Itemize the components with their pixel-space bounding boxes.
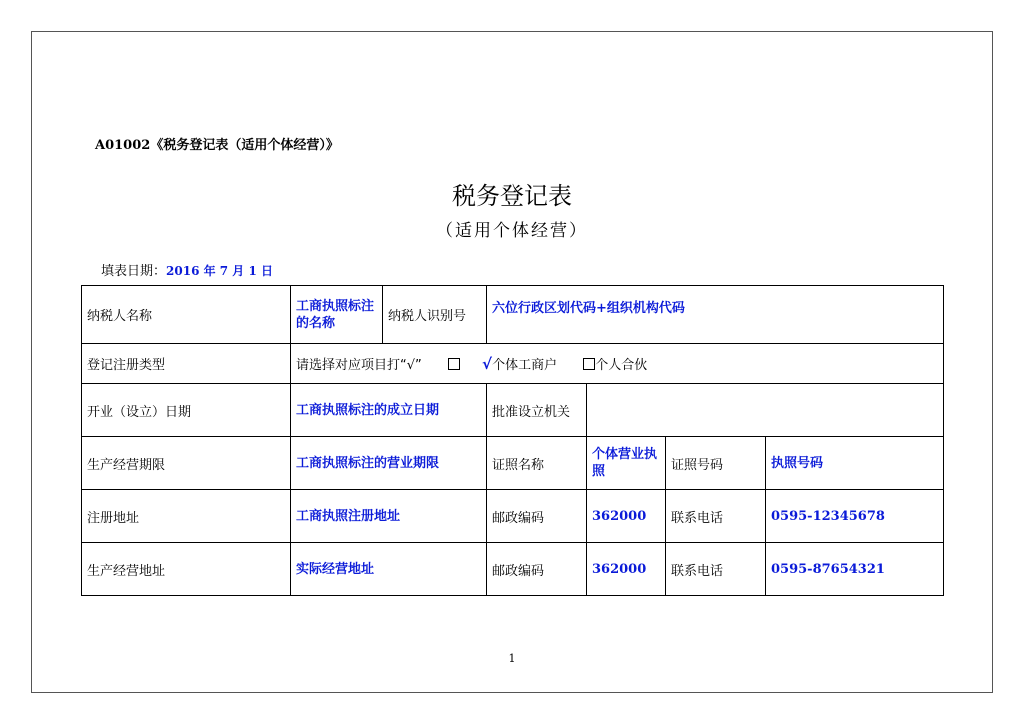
opening-date-label: 开业（设立）日期 bbox=[82, 384, 291, 437]
option-individual-business: 个体工商户 bbox=[492, 358, 558, 373]
taxpayer-name-label: 纳税人名称 bbox=[82, 286, 291, 344]
form-title: 税务登记表 bbox=[452, 182, 572, 210]
approval-authority-label: 批准设立机关 bbox=[487, 384, 587, 437]
postal-code-label: 邮政编码 bbox=[487, 490, 587, 543]
row-business-address bbox=[82, 543, 944, 596]
registration-table bbox=[81, 285, 944, 596]
license-name-value[interactable]: 个体营业执照 bbox=[587, 437, 666, 490]
taxpayer-name-value[interactable]: 工商执照标注的名称 bbox=[291, 286, 383, 344]
taxpayer-id-label: 纳税人识别号 bbox=[383, 286, 487, 344]
row-business-term bbox=[82, 437, 944, 490]
fill-date-value: 2016 年 7 月 1 日 bbox=[166, 264, 274, 278]
checkmark-icon[interactable]: √ bbox=[482, 355, 493, 373]
license-number-value[interactable]: 执照号码 bbox=[766, 437, 944, 490]
row-registered-address bbox=[82, 490, 944, 543]
registered-address-label: 注册地址 bbox=[82, 490, 291, 543]
page-number: 1 bbox=[508, 652, 516, 665]
opening-date-value[interactable]: 工商执照标注的成立日期 bbox=[291, 384, 487, 437]
phone-value[interactable]: 0595-12345678 bbox=[766, 490, 944, 543]
registered-address-value[interactable]: 工商执照注册地址 bbox=[291, 490, 487, 543]
business-term-value[interactable]: 工商执照标注的营业期限 bbox=[291, 437, 487, 490]
phone-value-2[interactable]: 0595-87654321 bbox=[766, 543, 944, 596]
fill-date bbox=[101, 260, 273, 279]
approval-authority-value[interactable] bbox=[587, 384, 944, 437]
phone-label-2: 联系电话 bbox=[666, 543, 766, 596]
business-address-value[interactable]: 实际经营地址 bbox=[291, 543, 487, 596]
license-name-label: 证照名称 bbox=[487, 437, 587, 490]
document-code: A01002《税务登记表（适用个体经营）》 bbox=[95, 138, 339, 153]
license-number-label: 证照号码 bbox=[666, 437, 766, 490]
partnership-checkbox[interactable] bbox=[583, 358, 595, 370]
fill-date-label: 填表日期： bbox=[101, 264, 167, 279]
registration-type-prompt: 请选择对应项目打“√” bbox=[296, 358, 422, 373]
postal-code-label-2: 邮政编码 bbox=[487, 543, 587, 596]
blank-checkbox[interactable] bbox=[448, 358, 460, 370]
postal-code-value[interactable]: 362000 bbox=[587, 490, 666, 543]
business-address-label: 生产经营地址 bbox=[82, 543, 291, 596]
row-registration-type bbox=[82, 344, 944, 384]
option-partnership: 个人合伙 bbox=[595, 358, 648, 373]
row-taxpayer-name bbox=[82, 286, 944, 344]
taxpayer-id-value[interactable]: 六位行政区划代码+组织机构代码 bbox=[487, 286, 944, 344]
phone-label: 联系电话 bbox=[666, 490, 766, 543]
form-subtitle: （适用个体经营） bbox=[436, 221, 588, 241]
registration-type-label: 登记注册类型 bbox=[82, 344, 291, 384]
business-term-label: 生产经营期限 bbox=[82, 437, 291, 490]
row-opening-date bbox=[82, 384, 944, 437]
registration-type-options bbox=[291, 344, 944, 384]
postal-code-value-2[interactable]: 362000 bbox=[587, 543, 666, 596]
